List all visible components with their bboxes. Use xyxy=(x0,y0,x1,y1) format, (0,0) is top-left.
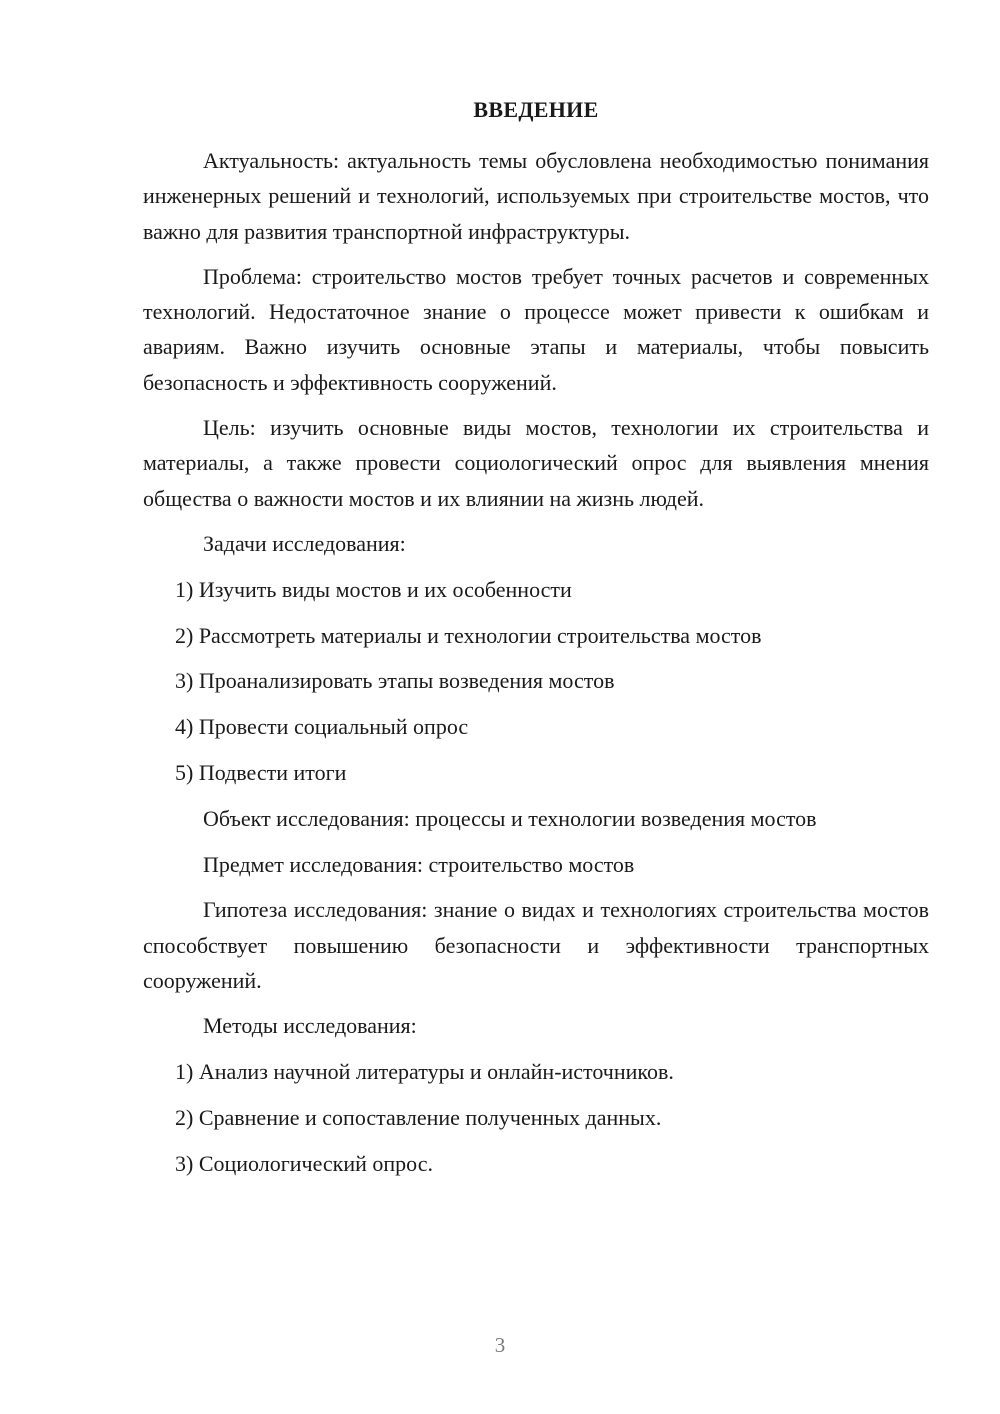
task-item: 5) Подвести итоги xyxy=(175,759,347,785)
document-body xyxy=(143,143,929,1191)
research-subject: Предмет исследования: строительство мостов xyxy=(203,851,635,877)
relevance-paragraph: Актуальность: актуальность темы обусловлена необходимостью понимания инженерных решений и технологий, используемых при строительстве мостов, что важно для развития транспортной инфраструктуры. xyxy=(143,148,929,244)
task-item: 3) Проанализировать этапы возведения мостов xyxy=(175,668,615,694)
research-object: Объект исследования: процессы и технологии возведения мостов xyxy=(203,805,817,831)
method-item: 3) Социологический опрос. xyxy=(175,1150,433,1176)
page-number: 3 xyxy=(494,1333,506,1357)
task-item: 2) Рассмотреть материалы и технологии строительства мостов xyxy=(175,622,762,648)
task-item: 4) Провести социальный опрос xyxy=(175,714,469,740)
task-item: 1) Изучить виды мостов и их особенности xyxy=(175,576,572,602)
problem-paragraph: Проблема: строительство мостов требует точных расчетов и современных технологий. Недостаточное знание о процессе может привести к ошибкам и авариям. Важно изучить основные этапы и материалы, чтобы повысить безопасность и эффективность сооружений. xyxy=(143,263,929,395)
methods-heading: Методы исследования: xyxy=(203,1013,417,1039)
method-item: 2) Сравнение и сопоставление полученных данных. xyxy=(175,1104,662,1130)
goal-paragraph: Цель: изучить основные виды мостов, технологии их строительства и материалы, а также провести социологический опрос для выявления мнения общества о важности мостов и их влиянии на жизнь людей. xyxy=(143,415,929,511)
document-page xyxy=(143,0,929,1414)
hypothesis-paragraph: Гипотеза исследования: знание о видах и технологиях строительства мостов способствует повышению безопасности и эффективности транспортных сооружений. xyxy=(143,897,929,993)
tasks-heading: Задачи исследования: xyxy=(203,530,406,556)
page-title: ВВЕДЕНИЕ xyxy=(473,97,599,122)
method-item: 1) Анализ научной литературы и онлайн-источников. xyxy=(175,1059,674,1085)
